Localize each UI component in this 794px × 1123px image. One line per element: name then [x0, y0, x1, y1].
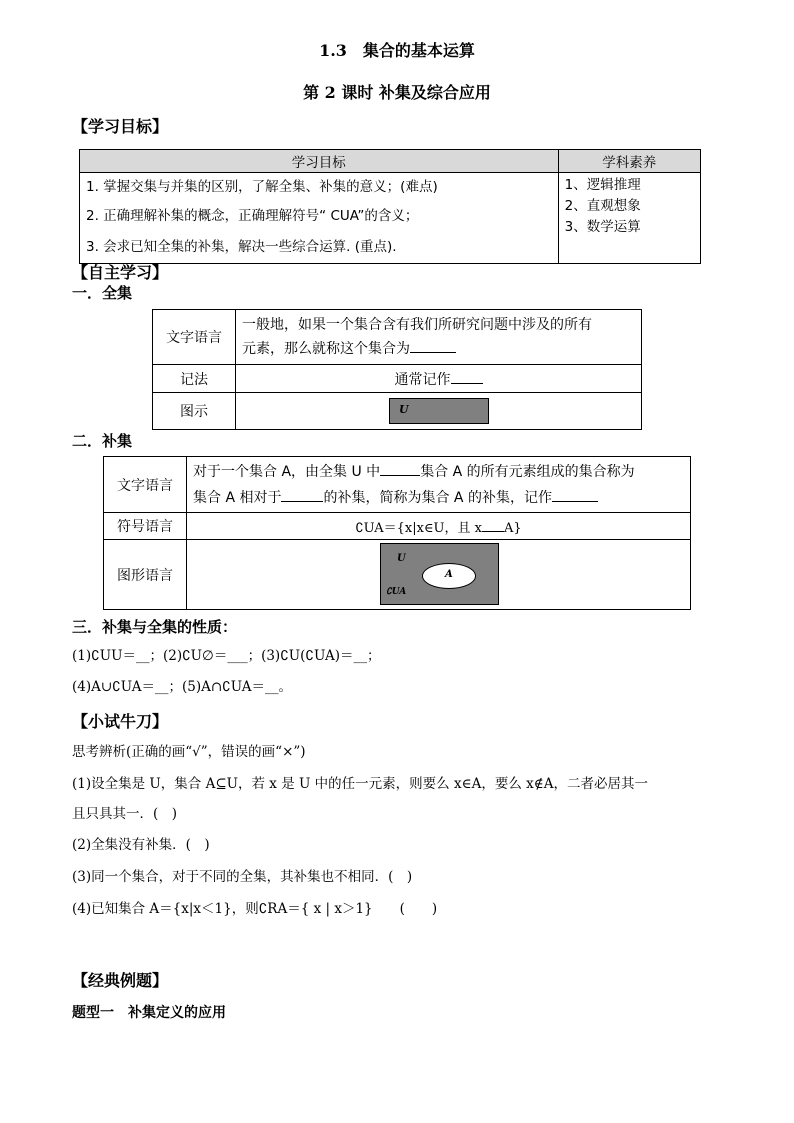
answer-blank[interactable]: [380, 461, 420, 476]
complement-text-part: 集合 A 的所有元素组成的集合称为: [420, 463, 635, 480]
universal-text-cell: [236, 310, 642, 365]
goal-item: 2. 正确理解补集的概念，正确理解符号“ CUA”的含义；: [86, 208, 419, 224]
figure-cell: [236, 393, 642, 430]
answer-blank[interactable]: [410, 338, 456, 353]
page-title: 1.3 集合的基本运算: [319, 41, 475, 60]
venn-set-a-label: A: [445, 569, 453, 580]
universal-text-label: 文字语言: [153, 310, 236, 365]
universal-heading: 一．全集: [72, 284, 133, 302]
section-goals: 【学习目标】: [72, 117, 169, 136]
quick-question: (3)同一个集合，对于不同的全集，其补集也不相同．( ): [72, 869, 413, 885]
notation-label: 记法: [153, 365, 236, 393]
universal-set-diagram: [389, 398, 489, 424]
complement-text-part: 集合 A 相对于: [193, 489, 282, 506]
complement-text-label: 文字语言: [104, 457, 187, 513]
properties-line: (1)∁UU＝__；(2)∁U∅＝___；(3)∁U(∁UA)＝__；: [72, 648, 381, 664]
symbol-cell: [187, 513, 691, 540]
goals-header: 学习目标: [80, 150, 559, 173]
complement-venn-diagram: [380, 543, 499, 605]
graphic-cell: [187, 540, 691, 610]
complement-text-part: 对于一个集合 A，由全集 U 中: [193, 463, 381, 480]
complement-table: [103, 456, 691, 610]
quick-question: (2)全集没有补集．( ): [72, 837, 210, 853]
goals-cell: [80, 173, 559, 264]
literacy-item: 3、数学运算: [564, 219, 641, 235]
notation-text: 通常记作: [394, 371, 451, 388]
properties-heading: 三．补集与全集的性质：: [72, 618, 238, 636]
section-quick-test: 【小试牛刀】: [72, 712, 169, 731]
goal-item: 3. 会求已知全集的补集，解决一些综合运算. (重点).: [86, 239, 397, 255]
section-classic: 【经典例题】: [72, 971, 169, 990]
goals-table: [79, 149, 701, 264]
answer-blank[interactable]: [451, 369, 483, 384]
goal-item: 1. 掌握交集与并集的区别，了解全集、补集的意义；(难点): [86, 179, 438, 195]
complement-text-part: 的补集，简称为集合 A 的补集，记作: [323, 489, 552, 506]
universal-text-line: 一般地，如果一个集合含有我们所研究问题中涉及的所有: [242, 317, 592, 333]
answer-blank[interactable]: [552, 487, 598, 502]
quick-question: 且只具其一．( ): [72, 806, 178, 822]
properties-line: (4)A∪∁UA＝__；(5)A∩∁UA＝__。: [72, 679, 292, 695]
symbol-text: A}: [503, 520, 522, 536]
complement-heading: 二．补集: [72, 432, 133, 450]
universal-text-line: 元素，那么就称这个集合为: [242, 341, 410, 357]
literacy-item: 2、直观想象: [564, 198, 641, 214]
notation-cell: [236, 365, 642, 393]
page-subtitle: 第 2 课时 补集及综合应用: [303, 83, 491, 102]
venn-set-a: [422, 563, 476, 589]
section-self-study: 【自主学习】: [72, 263, 169, 282]
answer-blank[interactable]: [281, 487, 323, 502]
symbol-text: ∁UA＝{x|x∈U，且 x: [355, 520, 482, 536]
literacy-item: 1、逻辑推理: [564, 177, 641, 193]
complement-text-cell: [187, 457, 691, 513]
quick-question: (4)已知集合 A＝{x|x＜1}，则∁RA＝{ x | x＞1} ( ): [72, 901, 438, 917]
symbol-label: 符号语言: [104, 513, 187, 540]
universal-table: [152, 309, 642, 430]
figure-label: 图示: [153, 393, 236, 430]
literacy-header: 学科素养: [558, 150, 700, 173]
quick-intro: 思考辨析(正确的画“√”，错误的画“×”): [72, 744, 306, 760]
graphic-label: 图形语言: [104, 540, 187, 610]
universal-set-label: U: [399, 403, 409, 416]
quick-question: (1)设全集是 U，集合 A⊆U，若 x 是 U 中的任一元素，则要么 x∈A，要么 x∉A，二者必居其一: [72, 776, 648, 792]
venn-universe-label: U: [397, 553, 406, 564]
venn-complement-label: ∁UA: [386, 587, 407, 597]
literacy-cell: [558, 173, 700, 264]
question-type-heading: 题型一 补集定义的应用: [72, 1005, 226, 1021]
answer-blank[interactable]: [482, 517, 504, 532]
